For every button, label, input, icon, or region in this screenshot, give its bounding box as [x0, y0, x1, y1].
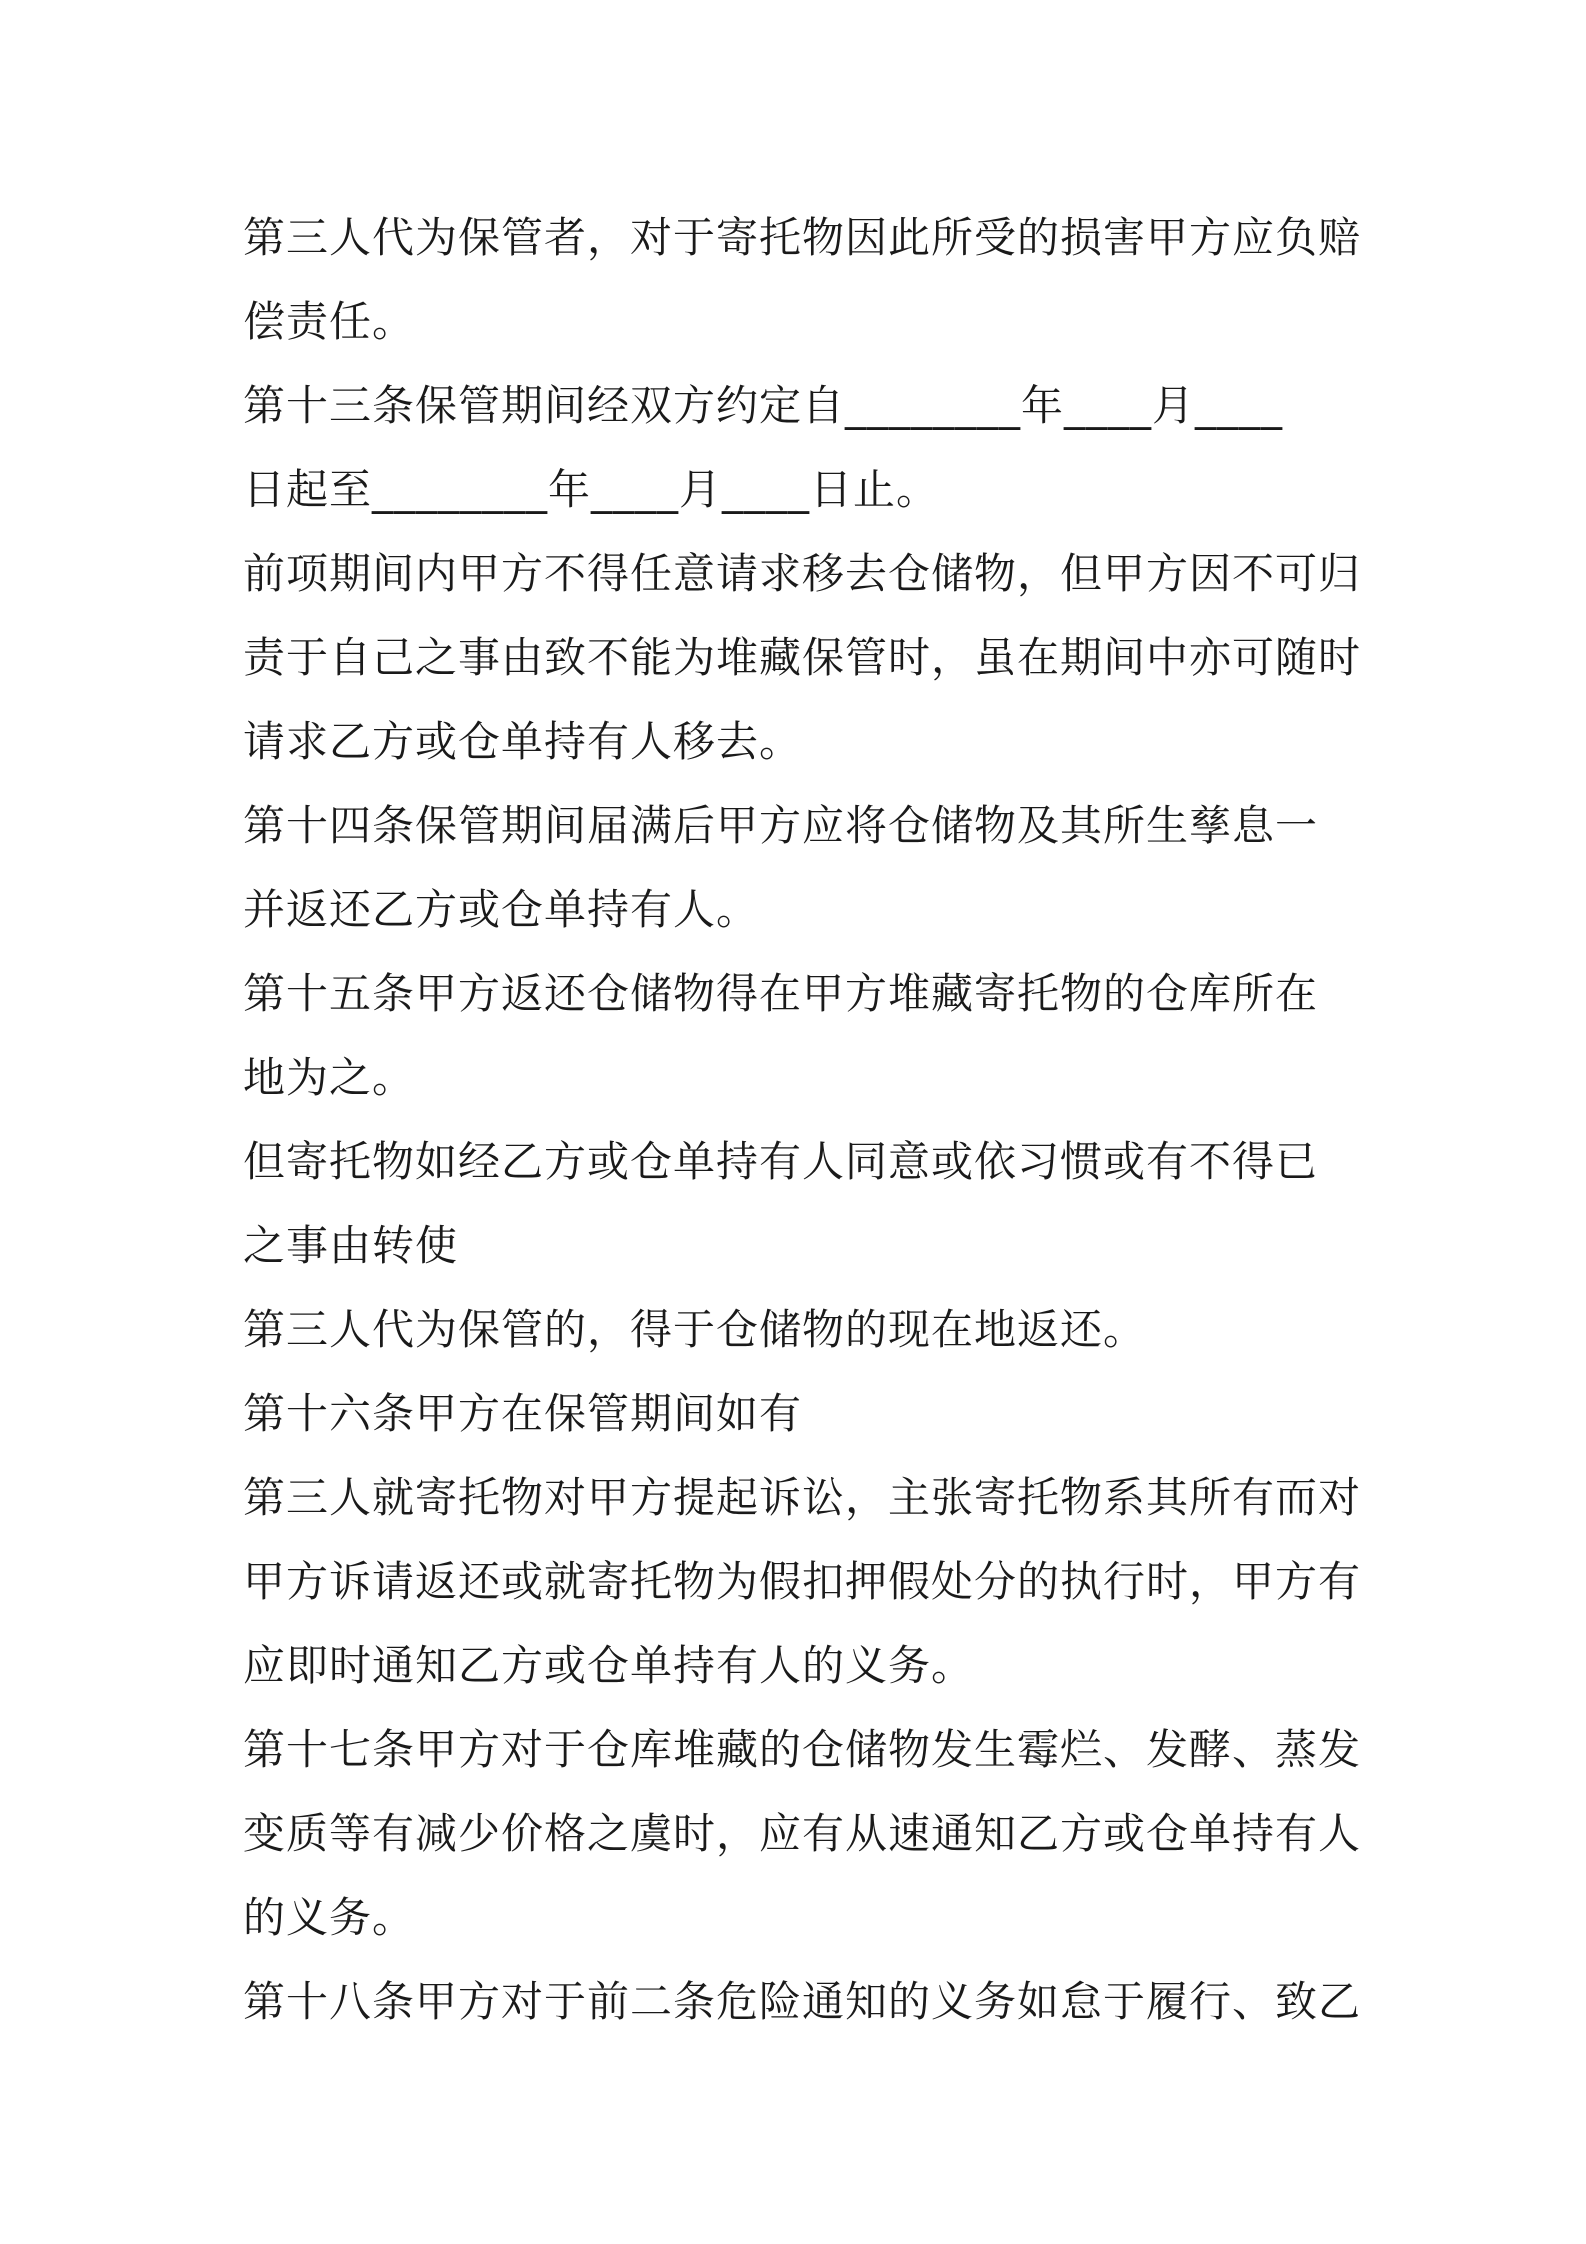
- text-line: 请求乙方或仓单持有人移去。: [243, 717, 803, 766]
- text-line: 责于自己之事由致不能为堆藏保管时，虽在期间中亦可随时: [243, 633, 1362, 682]
- text-line: 之事由转使: [243, 1221, 459, 1270]
- text-line: 第十七条甲方对于仓库堆藏的仓储物发生霉烂、发酵、蒸发: [243, 1725, 1362, 1774]
- text-line: 变质等有减少价格之虞时，应有从速通知乙方或仓单持有人: [243, 1809, 1362, 1858]
- text-line: 的义务。: [243, 1893, 416, 1942]
- text-line: 前项期间内甲方不得任意请求移去仓储物，但甲方因不可归: [243, 549, 1362, 598]
- text-line: 第三人代为保管的，得于仓储物的现在地返还。: [243, 1305, 1147, 1354]
- text-line: 并返还乙方或仓单持有人。: [243, 885, 760, 934]
- text-line: 第十三条保管期间经双方约定自________年____月____: [243, 381, 1284, 430]
- text-line: 甲方诉请返还或就寄托物为假扣押假处分的执行时，甲方有: [243, 1557, 1362, 1606]
- text-line: 偿责任。: [243, 297, 416, 346]
- text-line: 第三人就寄托物对甲方提起诉讼，主张寄托物系其所有而对: [243, 1473, 1362, 1522]
- text-line: 第十八条甲方对于前二条危险通知的义务如怠于履行、致乙: [243, 1977, 1362, 2026]
- text-line: 日起至________年____月____日止。: [243, 465, 940, 514]
- text-line: 但寄托物如经乙方或仓单持有人同意或依习惯或有不得已: [243, 1137, 1319, 1186]
- text-line: 应即时通知乙方或仓单持有人的义务。: [243, 1641, 975, 1690]
- text-line: 地为之。: [243, 1053, 416, 1102]
- document-body: [243, 196, 1363, 2044]
- text-line: 第十四条保管期间届满后甲方应将仓储物及其所生孳息一: [243, 801, 1319, 850]
- text-line: 第三人代为保管者，对于寄托物因此所受的损害甲方应负赔: [243, 213, 1362, 262]
- text-line: 第十五条甲方返还仓储物得在甲方堆藏寄托物的仓库所在: [243, 969, 1319, 1018]
- text-line: 第十六条甲方在保管期间如有: [243, 1389, 803, 1438]
